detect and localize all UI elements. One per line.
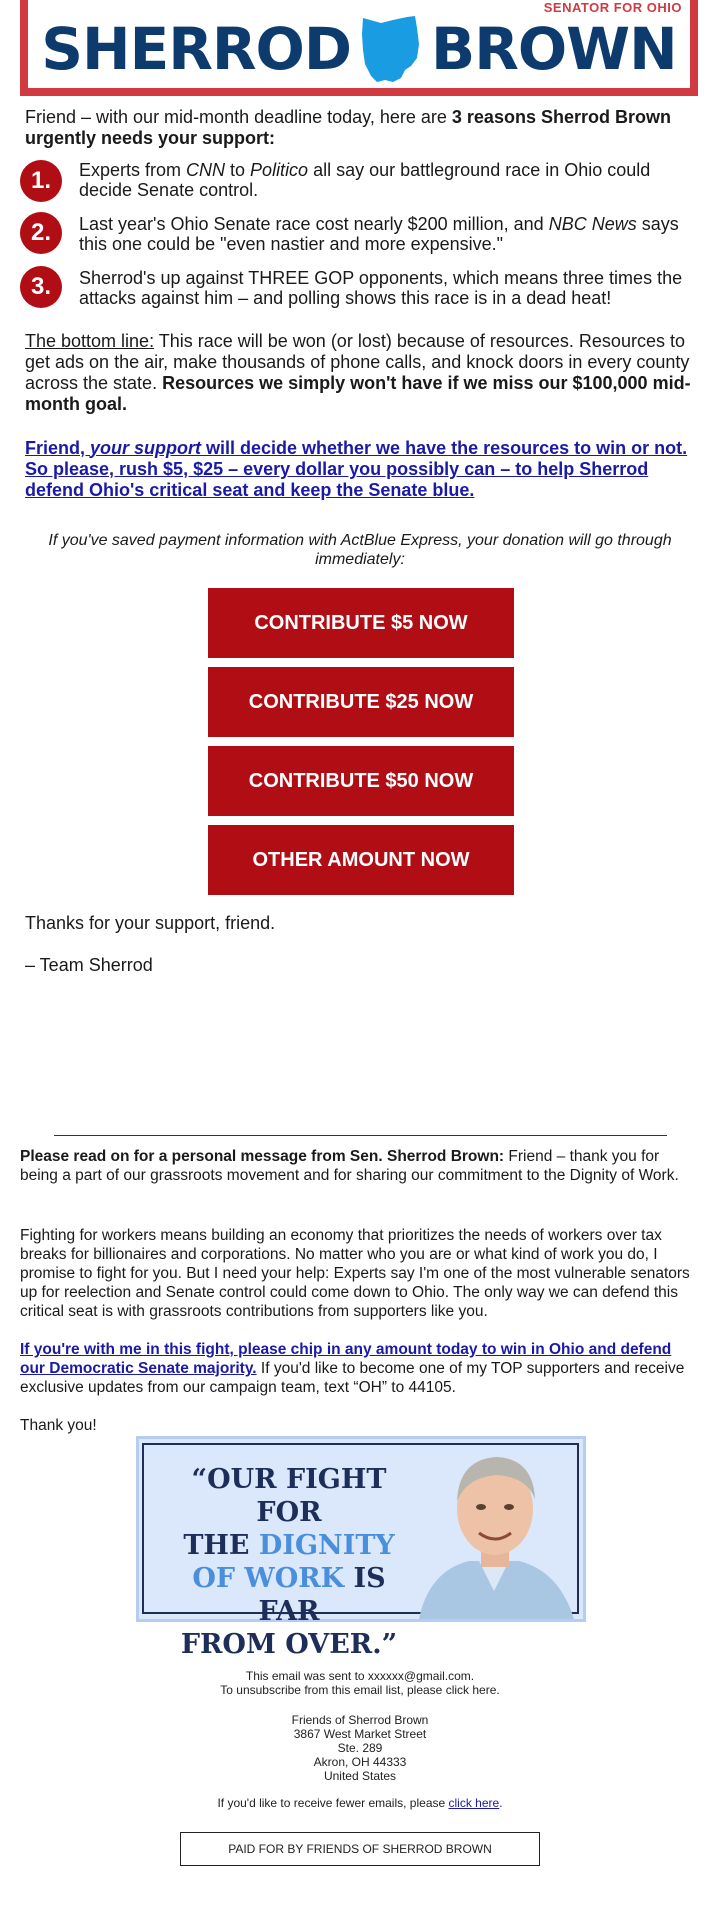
- footer-address: [0, 1713, 720, 1783]
- personal-message-text: Friend – thank you for being a part of our grassroots movement and for sharing our commitment to the Dignity of Work.: [20, 1148, 679, 1184]
- quote-dignity: DIGNITY: [258, 1530, 395, 1561]
- footer-fewer-emails: [0, 1796, 720, 1810]
- reason-2-text: [79, 214, 689, 254]
- footer-recipient: [0, 1669, 720, 1697]
- quote-text: [164, 1463, 414, 1661]
- reason-1-part: Experts from: [79, 160, 187, 180]
- footer-org: Friends of Sherrod Brown: [291, 1713, 429, 1727]
- ohio-state-icon: [359, 14, 423, 84]
- personal-message-heading: Please read on for a personal message from Sen. Sherrod Brown:: [20, 1148, 505, 1165]
- reason-2-badge: 2.: [20, 212, 62, 254]
- quote-of-work: OF WORK: [192, 1563, 345, 1594]
- bottom-line-bold: Resources we simply won't have if we miss our $100,000 mid-month goal.: [25, 373, 691, 414]
- section-divider: [54, 1135, 667, 1136]
- quote-the: THE: [183, 1530, 259, 1561]
- signoff-line: – Team Sherrod: [25, 955, 153, 975]
- thank-you-line: Thank you!: [20, 1417, 97, 1434]
- header-banner: [20, 0, 698, 96]
- contribute-50-button[interactable]: CONTRIBUTE $50 NOW: [208, 746, 514, 816]
- actblue-express-note: If you've saved payment information with ActBlue Express, your donation will go through immediately:: [48, 532, 672, 568]
- reason-2-part: Last year's Ohio Senate race cost nearly $200 million, and: [79, 214, 549, 234]
- reason-1-politico: Politico: [250, 160, 309, 180]
- contribute-5-button[interactable]: CONTRIBUTE $5 NOW: [208, 588, 514, 658]
- bottom-line-text: This race will be won (or lost) because of resources. Resources to get ads on the air, make thousands of phone calls, and knock doors in every county across the state.: [25, 331, 690, 393]
- footer-suite: Ste. 289: [337, 1741, 383, 1755]
- reason-2-part: says this one could be "even nastier and more expensive.": [79, 214, 679, 254]
- fewer-emails-end: .: [499, 1796, 503, 1810]
- sherrod-brown-portrait-icon: [409, 1441, 579, 1619]
- thanks-line: Thanks for your support, friend.: [25, 913, 276, 933]
- banner-first-name: SHERROD: [41, 15, 351, 83]
- footer-unsubscribe[interactable]: To unsubscribe from this email list, please click here.: [220, 1683, 500, 1697]
- intro-lead: Friend – with our mid-month deadline today, here are: [25, 107, 452, 127]
- other-amount-button[interactable]: OTHER AMOUNT NOW: [208, 825, 514, 895]
- reason-1-text: [79, 160, 689, 200]
- dignity-of-work-quote-image[interactable]: [136, 1436, 586, 1660]
- reason-2-nbc: NBC News: [548, 214, 637, 234]
- donate-link-part[interactable]: will decide whether we have the resources to win or not. So please, rush $5, $25 – every dollar you possibly can – to help Sherrod defend Ohio's critical seat and keep the Senate blue.: [25, 438, 688, 500]
- reason-1-cnn: CNN: [186, 160, 226, 180]
- bottom-line-paragraph: [25, 331, 695, 415]
- footer-sent-to: This email was sent to xxxxxx@gmail.com.: [245, 1669, 475, 1683]
- reason-3-badge: 3.: [20, 266, 62, 308]
- chip-in-paragraph: [20, 1340, 700, 1397]
- footer-country: United States: [323, 1769, 397, 1783]
- reason-1-part: to: [225, 160, 251, 180]
- fewer-emails-link[interactable]: click here: [448, 1796, 500, 1810]
- donate-link-part[interactable]: Friend,: [25, 438, 91, 458]
- personal-message-intro: [20, 1147, 700, 1185]
- banner-last-name: BROWN: [431, 15, 677, 83]
- text-oh-note: If you'd like to become one of my TOP supporters and receive exclusive updates from our campaign team, text “OH” to 44105.: [20, 1360, 685, 1396]
- donate-link-paragraph[interactable]: [25, 438, 695, 501]
- footer-street: 3867 West Market Street: [293, 1727, 427, 1741]
- paid-for-disclaimer: PAID FOR BY FRIENDS OF SHERROD BROWN: [180, 1832, 540, 1866]
- quote-is-far: IS FAR: [258, 1563, 386, 1627]
- reason-1-badge: 1.: [20, 160, 62, 202]
- donate-link-emphasis[interactable]: your support: [90, 438, 202, 458]
- chip-in-link[interactable]: If you're with me in this fight, please chip in any amount today to win in Ohio and defend our Democratic Senate majority.: [20, 1341, 672, 1377]
- reason-1-part: all say our battleground race in Ohio could decide Senate control.: [79, 160, 651, 200]
- quote-line-2: [164, 1529, 414, 1562]
- quote-line-3: [164, 1562, 414, 1628]
- quote-line-1: “OUR FIGHT FOR: [191, 1464, 387, 1528]
- banner-tagline: SENATOR FOR OHIO: [543, 0, 682, 15]
- footer-city: Akron, OH 44333: [313, 1755, 407, 1769]
- banner-logo: [28, 14, 690, 84]
- quote-line-4: FROM OVER.”: [180, 1629, 398, 1660]
- workers-paragraph: Fighting for workers means building an economy that prioritizes the needs of workers over tax breaks for billionaires and corporations. No matter who you are or what kind of work you do, I promise to fight for you. But I need your help: Experts say I'm one of the most vulnerable senators up for reelection and Senate control could come down to Ohio. The only way we can defend this critical seat is with grassroots contributions from supporters like you.: [20, 1227, 690, 1320]
- fewer-emails-text: If you'd like to receive fewer emails, please: [217, 1796, 449, 1810]
- bottom-line-label: The bottom line:: [25, 331, 155, 351]
- reason-3-text: Sherrod's up against THREE GOP opponents, which means three times the attacks against him – and polling shows this race is in a dead heat!: [79, 268, 683, 308]
- contribute-25-button[interactable]: CONTRIBUTE $25 NOW: [208, 667, 514, 737]
- intro-bold: 3 reasons Sherrod Brown urgently needs your support:: [25, 107, 671, 148]
- intro-paragraph: [25, 107, 695, 149]
